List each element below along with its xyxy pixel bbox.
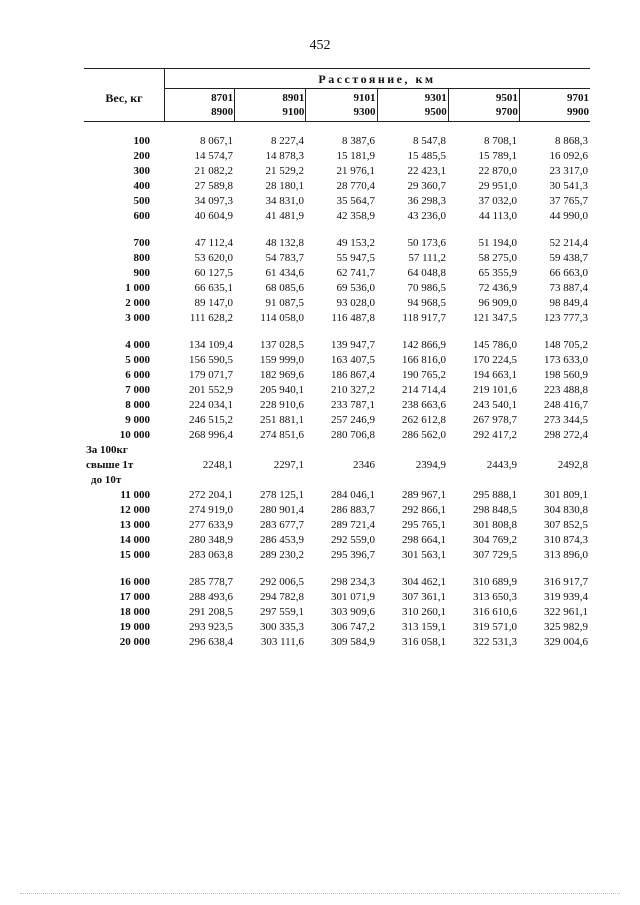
distance-header-label: Расстояние, км — [318, 72, 436, 86]
range-to: 8900 — [211, 106, 234, 118]
rate-cell: 8 387,6 — [342, 134, 375, 147]
table-row — [84, 265, 590, 280]
rate-cell: 23 317,0 — [549, 164, 588, 177]
rate-cell: 278 125,1 — [260, 488, 304, 501]
rate-cell: 8 547,8 — [413, 134, 446, 147]
rate-cell: 289 230,2 — [260, 548, 304, 561]
weight-label: 5 000 — [125, 353, 150, 366]
rate-cell: 319 571,0 — [473, 620, 517, 633]
table-row — [84, 235, 590, 250]
rate-cell: 66 635,1 — [194, 281, 233, 294]
table-row — [84, 502, 590, 517]
rate-cell: 219 101,6 — [473, 383, 517, 396]
rate-cell: 166 816,0 — [402, 353, 446, 366]
rate-cell: 301 563,1 — [402, 548, 446, 561]
rate-cell: 307 729,5 — [473, 548, 517, 561]
table-row — [84, 634, 590, 649]
rate-cell: 289 721,4 — [331, 518, 375, 531]
weight-column-label: Вес, кг — [105, 91, 143, 105]
rate-cell: 284 046,1 — [331, 488, 375, 501]
rate-cell: 89 147,0 — [194, 296, 233, 309]
weight-label: 17 000 — [119, 590, 150, 603]
table-row — [84, 574, 590, 589]
rate-cell: 325 982,9 — [544, 620, 588, 633]
rate-cell: 34 097,3 — [194, 194, 233, 207]
table-row — [84, 295, 590, 310]
rate-cell: 142 866,9 — [402, 338, 446, 351]
table-body — [84, 122, 590, 649]
table-row — [84, 472, 590, 487]
rate-cell: 298 272,4 — [544, 428, 588, 441]
rate-cell: 295 888,1 — [473, 488, 517, 501]
rate-cell: 304 830,8 — [544, 503, 588, 516]
rate-cell: 14 878,3 — [265, 149, 304, 162]
weight-label: 4 000 — [125, 338, 150, 351]
table-row — [84, 352, 590, 367]
rate-cell: 163 407,5 — [331, 353, 375, 366]
rate-cell: 37 032,0 — [478, 194, 517, 207]
weight-label: 10 000 — [119, 428, 150, 441]
rate-cell: 98 849,4 — [549, 296, 588, 309]
weight-label: 700 — [133, 236, 150, 249]
distance-range-header — [448, 89, 519, 122]
rate-cell: 145 786,0 — [473, 338, 517, 351]
weight-label: 19 000 — [119, 620, 150, 633]
rate-cell: 2297,1 — [273, 458, 304, 471]
rate-cell: 30 541,3 — [549, 179, 588, 192]
table-row — [84, 397, 590, 412]
rate-cell: 322 531,3 — [473, 635, 517, 648]
table-row — [84, 280, 590, 295]
table-row — [84, 367, 590, 382]
rate-cell: 310 874,3 — [544, 533, 588, 546]
rate-cell: 286 562,0 — [402, 428, 446, 441]
rate-cell: 293 923,5 — [189, 620, 233, 633]
rate-cell: 292 006,5 — [260, 575, 304, 588]
rate-cell: 173 633,0 — [544, 353, 588, 366]
rate-cell: 309 584,9 — [331, 635, 375, 648]
rate-cell: 134 109,4 — [189, 338, 233, 351]
rate-cell: 292 559,0 — [331, 533, 375, 546]
weight-label: 900 — [133, 266, 150, 279]
rate-cell: 310 689,9 — [473, 575, 517, 588]
rate-cell: 179 071,7 — [189, 368, 233, 381]
rate-cell: 50 173,6 — [407, 236, 446, 249]
rate-cell: 44 990,0 — [549, 209, 588, 222]
table-row — [84, 208, 590, 223]
table-row — [84, 178, 590, 193]
rate-cell: 316 058,1 — [402, 635, 446, 648]
table-row — [84, 547, 590, 562]
weight-label: до 10т — [91, 473, 122, 486]
rate-cell: 60 127,5 — [194, 266, 233, 279]
rate-cell: 16 092,6 — [549, 149, 588, 162]
rate-cell: 186 867,4 — [331, 368, 375, 381]
rate-cell: 233 787,1 — [331, 398, 375, 411]
distance-range-header — [234, 89, 305, 122]
rate-cell: 288 493,6 — [189, 590, 233, 603]
rate-cell: 304 769,2 — [473, 533, 517, 546]
rate-cell: 307 361,1 — [402, 590, 446, 603]
rate-cell: 224 034,1 — [189, 398, 233, 411]
rate-cell: 223 488,8 — [544, 383, 588, 396]
rate-cell: 170 224,5 — [473, 353, 517, 366]
rate-cell: 274 851,6 — [260, 428, 304, 441]
rate-cell: 283 677,7 — [260, 518, 304, 531]
range-to: 9300 — [353, 106, 376, 118]
weight-label: 9 000 — [125, 413, 150, 426]
rate-cell: 228 910,6 — [260, 398, 304, 411]
table-row — [84, 457, 590, 472]
rate-cell: 148 705,2 — [544, 338, 588, 351]
bottom-divider — [20, 893, 620, 894]
rate-cell: 2492,8 — [557, 458, 588, 471]
rate-cell: 22 423,1 — [407, 164, 446, 177]
rate-cell: 111 628,2 — [189, 311, 233, 324]
rate-cell: 205 940,1 — [260, 383, 304, 396]
rate-cell: 59 438,7 — [549, 251, 588, 264]
rate-cell: 37 765,7 — [549, 194, 588, 207]
weight-label: 18 000 — [119, 605, 150, 618]
rate-cell: 54 783,7 — [265, 251, 304, 264]
range-to: 9500 — [424, 106, 447, 118]
rate-cell: 194 663,1 — [473, 368, 517, 381]
rate-cell: 210 327,2 — [331, 383, 375, 396]
weight-label: 100 — [133, 134, 150, 147]
rate-cell: 304 462,1 — [402, 575, 446, 588]
rate-cell: 15 181,9 — [336, 149, 375, 162]
rate-cell: 2346 — [353, 458, 375, 471]
table-row — [84, 412, 590, 427]
rate-cell: 251 881,1 — [260, 413, 304, 426]
weight-label: 2 000 — [125, 296, 150, 309]
rate-cell: 243 540,1 — [473, 398, 517, 411]
rate-cell: 300 335,3 — [260, 620, 304, 633]
rate-cell: 273 344,5 — [544, 413, 588, 426]
weight-label: 11 000 — [120, 488, 150, 501]
rate-cell: 286 453,9 — [260, 533, 304, 546]
rate-cell: 123 777,3 — [544, 311, 588, 324]
table-row — [84, 589, 590, 604]
rate-cell: 319 939,4 — [544, 590, 588, 603]
rate-cell: 296 638,4 — [189, 635, 233, 648]
table-row — [84, 310, 590, 325]
rate-cell: 248 416,7 — [544, 398, 588, 411]
rate-cell: 297 559,1 — [260, 605, 304, 618]
rate-cell: 121 347,5 — [473, 311, 517, 324]
table-row — [84, 604, 590, 619]
rate-cell: 65 355,9 — [478, 266, 517, 279]
rate-cell: 310 260,1 — [402, 605, 446, 618]
rate-cell: 201 552,9 — [189, 383, 233, 396]
rate-cell: 316 610,6 — [473, 605, 517, 618]
rate-cell: 280 706,8 — [331, 428, 375, 441]
rate-cell: 329 004,6 — [544, 635, 588, 648]
rate-cell: 292 866,1 — [402, 503, 446, 516]
table-row — [84, 532, 590, 547]
group-spacer — [84, 223, 590, 235]
rate-cell: 43 236,0 — [407, 209, 446, 222]
weight-label: 400 — [133, 179, 150, 192]
rate-cell: 8 708,1 — [484, 134, 517, 147]
table-row — [84, 517, 590, 532]
weight-label: 800 — [133, 251, 150, 264]
rate-cell: 159 999,0 — [260, 353, 304, 366]
rate-cell: 62 741,7 — [336, 266, 375, 279]
table-row — [84, 193, 590, 208]
rate-cell: 139 947,7 — [331, 338, 375, 351]
weight-label: 600 — [133, 209, 150, 222]
rate-cell: 257 246,9 — [331, 413, 375, 426]
group-spacer — [84, 562, 590, 574]
distance-range-header — [164, 89, 234, 122]
rate-cell: 66 663,0 — [549, 266, 588, 279]
rate-cell: 94 968,5 — [407, 296, 446, 309]
rate-cell: 93 028,0 — [336, 296, 375, 309]
rate-cell: 301 808,8 — [473, 518, 517, 531]
rate-cell: 8 227,4 — [271, 134, 304, 147]
weight-label: 7 000 — [125, 383, 150, 396]
rate-cell: 214 714,4 — [402, 383, 446, 396]
rate-cell: 268 996,4 — [189, 428, 233, 441]
weight-label: 14 000 — [119, 533, 150, 546]
rate-cell: 294 782,8 — [260, 590, 304, 603]
rate-cell: 91 087,5 — [265, 296, 304, 309]
weight-label: 1 000 — [125, 281, 150, 294]
rate-cell: 298 234,3 — [331, 575, 375, 588]
rate-cell: 47 112,4 — [194, 236, 233, 249]
rate-cell: 28 180,1 — [265, 179, 304, 192]
rate-cell: 182 969,6 — [260, 368, 304, 381]
range-from: 9701 — [567, 92, 590, 104]
weight-label: 8 000 — [125, 398, 150, 411]
rate-cell: 298 848,5 — [473, 503, 517, 516]
rate-cell: 2443,9 — [486, 458, 517, 471]
rate-cell: 28 770,4 — [336, 179, 375, 192]
rate-cell: 306 747,2 — [331, 620, 375, 633]
rate-cell: 58 275,0 — [478, 251, 517, 264]
rate-cell: 301 071,9 — [331, 590, 375, 603]
rate-cell: 22 870,0 — [478, 164, 517, 177]
rate-cell: 118 917,7 — [402, 311, 446, 324]
rate-cell: 40 604,9 — [194, 209, 233, 222]
rate-cell: 15 485,5 — [407, 149, 446, 162]
table-header — [84, 68, 590, 122]
rate-cell: 298 664,1 — [402, 533, 446, 546]
rate-cell: 96 909,0 — [478, 296, 517, 309]
rate-cell: 303 909,6 — [331, 605, 375, 618]
rate-cell: 262 612,8 — [402, 413, 446, 426]
table-row — [84, 337, 590, 352]
rate-cell: 313 896,0 — [544, 548, 588, 561]
table-row — [84, 250, 590, 265]
weight-header-cell — [84, 69, 165, 121]
rate-cell: 2248,1 — [202, 458, 233, 471]
rate-cell: 291 208,5 — [189, 605, 233, 618]
weight-label: 16 000 — [119, 575, 150, 588]
rate-cell: 34 831,0 — [265, 194, 304, 207]
rate-cell: 48 132,8 — [265, 236, 304, 249]
weight-label: 6 000 — [125, 368, 150, 381]
rate-cell: 114 058,0 — [260, 311, 304, 324]
rate-cell: 313 159,1 — [402, 620, 446, 633]
distance-range-header — [377, 89, 448, 122]
weight-label: 200 — [133, 149, 150, 162]
rate-cell: 283 063,8 — [189, 548, 233, 561]
rate-cell: 116 487,8 — [331, 311, 375, 324]
rate-cell: 64 048,8 — [407, 266, 446, 279]
range-to: 9700 — [495, 106, 518, 118]
distance-range-header — [519, 89, 590, 122]
rate-cell: 41 481,9 — [265, 209, 304, 222]
rate-cell: 274 919,0 — [189, 503, 233, 516]
weight-label: 15 000 — [119, 548, 150, 561]
weight-label: 500 — [133, 194, 150, 207]
rate-cell: 15 789,1 — [478, 149, 517, 162]
rate-cell: 238 663,6 — [402, 398, 446, 411]
tariff-table — [84, 68, 590, 649]
range-from: 8901 — [282, 92, 305, 104]
rate-cell: 280 901,4 — [260, 503, 304, 516]
rate-cell: 57 111,2 — [408, 251, 446, 264]
page-number: 452 — [309, 38, 331, 53]
table-row — [84, 148, 590, 163]
rate-cell: 2394,9 — [415, 458, 446, 471]
rate-cell: 42 358,9 — [336, 209, 375, 222]
rate-cell: 313 650,3 — [473, 590, 517, 603]
distance-range-headers — [164, 88, 590, 122]
rate-cell: 44 113,0 — [478, 209, 517, 222]
rate-cell: 303 111,6 — [260, 635, 304, 648]
range-to: 9100 — [282, 106, 305, 118]
rate-cell: 277 633,9 — [189, 518, 233, 531]
rate-cell: 156 590,5 — [189, 353, 233, 366]
table-row — [84, 382, 590, 397]
rate-cell: 27 589,8 — [194, 179, 233, 192]
rate-cell: 286 883,7 — [331, 503, 375, 516]
rate-cell: 51 194,0 — [478, 236, 517, 249]
rate-cell: 8 067,1 — [200, 134, 233, 147]
table-row — [84, 427, 590, 442]
table-row — [84, 163, 590, 178]
rate-cell: 322 961,1 — [544, 605, 588, 618]
weight-label: За 100кг — [86, 443, 128, 456]
rate-cell: 295 765,1 — [402, 518, 446, 531]
weight-label: 300 — [133, 164, 150, 177]
rate-cell: 73 887,4 — [549, 281, 588, 294]
table-row — [84, 442, 590, 457]
table-row — [84, 133, 590, 148]
rate-cell: 8 868,3 — [555, 134, 588, 147]
rate-cell: 36 298,3 — [407, 194, 446, 207]
range-from: 9501 — [495, 92, 518, 104]
rate-cell: 289 967,1 — [402, 488, 446, 501]
rate-cell: 14 574,7 — [194, 149, 233, 162]
rate-cell: 267 978,7 — [473, 413, 517, 426]
weight-label: 13 000 — [119, 518, 150, 531]
rate-cell: 292 417,2 — [473, 428, 517, 441]
table-row — [84, 487, 590, 502]
rate-cell: 21 976,1 — [336, 164, 375, 177]
rate-cell: 301 809,1 — [544, 488, 588, 501]
rate-cell: 29 360,7 — [407, 179, 446, 192]
rate-cell: 61 434,6 — [265, 266, 304, 279]
rate-cell: 295 396,7 — [331, 548, 375, 561]
rate-cell: 72 436,9 — [478, 281, 517, 294]
weight-label: 20 000 — [119, 635, 150, 648]
distance-range-header — [305, 89, 376, 122]
rate-cell: 272 204,1 — [189, 488, 233, 501]
range-from: 9301 — [424, 92, 447, 104]
rate-cell: 70 986,5 — [407, 281, 446, 294]
rate-cell: 21 082,2 — [194, 164, 233, 177]
range-to: 9900 — [567, 106, 590, 118]
range-from: 8701 — [211, 92, 234, 104]
rate-cell: 52 214,4 — [549, 236, 588, 249]
weight-label: 3 000 — [125, 311, 150, 324]
rate-cell: 285 778,7 — [189, 575, 233, 588]
rate-cell: 307 852,5 — [544, 518, 588, 531]
weight-label: 12 000 — [119, 503, 150, 516]
rate-cell: 55 947,5 — [336, 251, 375, 264]
group-spacer — [84, 325, 590, 337]
rate-cell: 53 620,0 — [194, 251, 233, 264]
rate-cell: 49 153,2 — [336, 236, 375, 249]
rate-cell: 29 951,0 — [478, 179, 517, 192]
rate-cell: 69 536,0 — [336, 281, 375, 294]
range-from: 9101 — [353, 92, 376, 104]
rate-cell: 190 765,2 — [402, 368, 446, 381]
rate-cell: 246 515,2 — [189, 413, 233, 426]
rate-cell: 21 529,2 — [265, 164, 304, 177]
rate-cell: 280 348,9 — [189, 533, 233, 546]
rate-cell: 316 917,7 — [544, 575, 588, 588]
rate-cell: 35 564,7 — [336, 194, 375, 207]
rate-cell: 137 028,5 — [260, 338, 304, 351]
table-row — [84, 619, 590, 634]
rate-cell: 68 085,6 — [265, 281, 304, 294]
rate-cell: 198 560,9 — [544, 368, 588, 381]
weight-label: свыше 1т — [86, 458, 134, 471]
